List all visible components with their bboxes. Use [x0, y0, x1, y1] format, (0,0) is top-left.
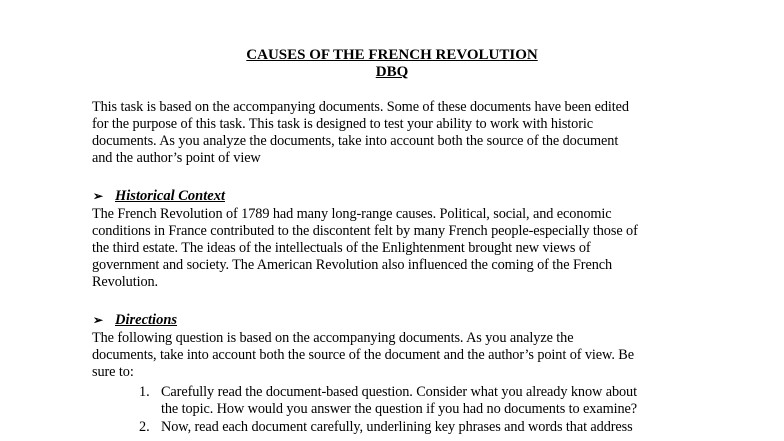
list-item-line: the topic. How would you answer the question if you had no documents to examine? — [161, 401, 638, 417]
intro-line: and the author’s point of view — [92, 150, 261, 166]
context-line: conditions in France contributed to the discontent felt by many French people-especially those of — [92, 223, 638, 239]
historical-context-label: Historical Context — [115, 188, 225, 204]
list-item-line: Carefully read the document-based question. Consider what you already know about — [161, 384, 637, 400]
list-item-text — [161, 384, 721, 418]
intro-line: documents. As you analyze the documents, take into account both the source of the document — [92, 133, 619, 149]
list-item-text — [161, 419, 721, 436]
directions-line: The following question is based on the accompanying documents. As you analyze the — [92, 330, 574, 346]
directions-line: sure to: — [92, 364, 134, 380]
directions-line: documents, take into account both the source of the document and the author’s point of view. Be — [92, 347, 634, 363]
historical-context-paragraph — [92, 206, 712, 291]
directions-label: Directions — [115, 312, 178, 328]
directions-heading — [93, 312, 177, 329]
list-item-number: 1. — [139, 384, 150, 400]
document-title: CAUSES OF THE FRENCH REVOLUTION — [246, 47, 538, 63]
intro-paragraph — [92, 99, 712, 167]
arrow-bullet-icon: ➢ — [93, 313, 104, 327]
context-line: the third estate. The ideas of the intellectuals of the Enlightenment brought new views of — [92, 240, 591, 256]
intro-line: This task is based on the accompanying documents. Some of these documents have been edited — [92, 99, 629, 115]
context-line: Revolution. — [92, 274, 159, 290]
intro-line: for the purpose of this task. This task is designed to test your ability to work with historic — [92, 116, 593, 132]
list-item-line: Now, read each document carefully, underlining key phrases and words that address — [161, 419, 633, 435]
context-line: The French Revolution of 1789 had many long-range causes. Political, social, and economic — [92, 206, 612, 222]
document-subtitle: DBQ — [375, 64, 409, 80]
directions-paragraph — [92, 330, 712, 381]
historical-context-heading — [93, 188, 225, 205]
arrow-bullet-icon: ➢ — [93, 189, 104, 203]
list-item-number: 2. — [139, 419, 150, 435]
context-line: government and society. The American Revolution also influenced the coming of the French — [92, 257, 613, 273]
